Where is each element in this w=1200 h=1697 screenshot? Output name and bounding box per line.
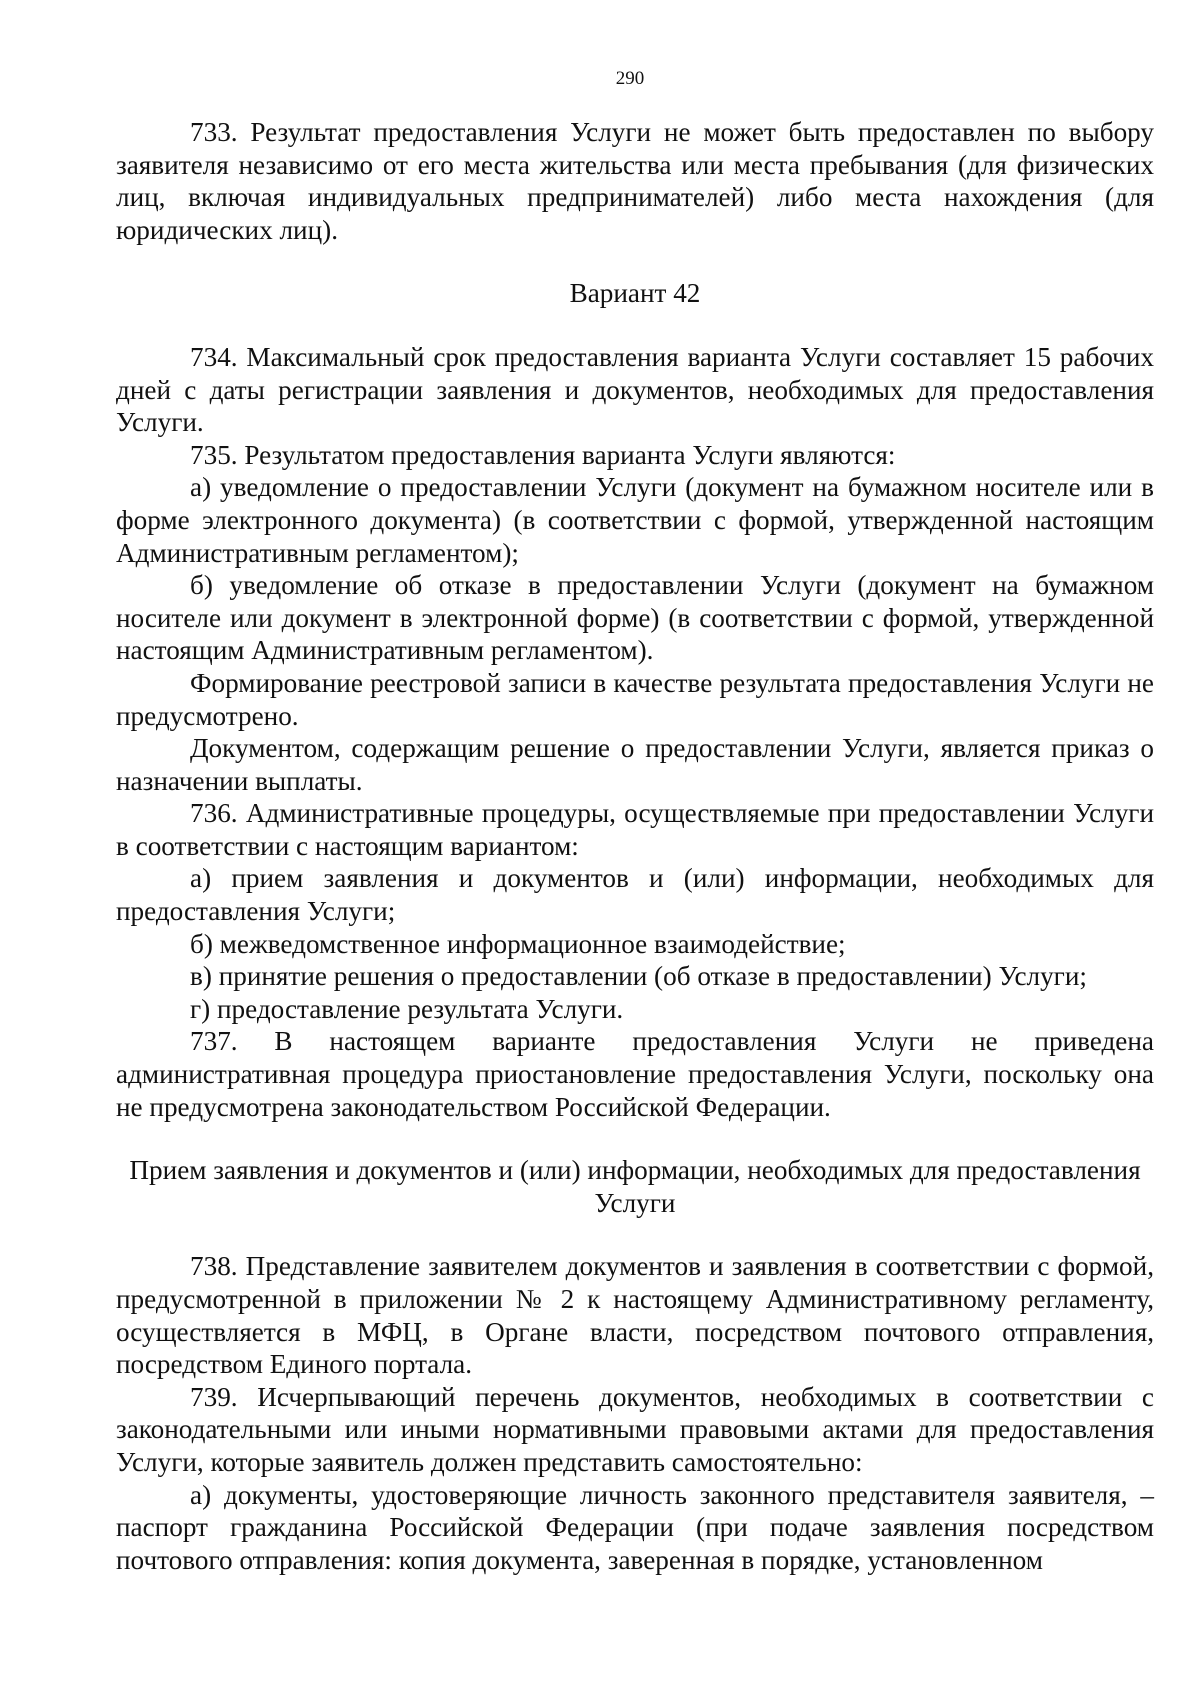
paragraph-733: 733. Результат предоставления Услуги не может быть предоставлен по выбору заявителя независимо от его места жительства или места пребывания (для физических лиц, включая индивидуальных предпринимателей) либо места нахождения (для юридических лиц).	[116, 117, 1154, 245]
paragraph-decision-document: Документом, содержащим решение о предоставлении Услуги, является приказ о назначении выплаты.	[116, 733, 1154, 796]
section-heading-variant: Вариант 42	[569, 278, 701, 309]
list-item-736-b: б) межведомственное информационное взаимодействие;	[190, 928, 846, 959]
paragraph-739: 739. Исчерпывающий перечень документов, необходимых в соответствии с законодательными или иными нормативными правовыми актами для предоставления Услуги, которые заявитель должен представить самостоятельно:	[116, 1381, 1154, 1477]
list-item-736-a: а) прием заявления и документов и (или) информации, необходимых для предоставления Услуги;	[116, 863, 1154, 927]
section-heading-application: Прием заявления и документов и (или) информации, необходимых для предоставления Услуги	[129, 1155, 1141, 1218]
list-item-735-a: а) уведомление о предоставлении Услуги (документ на бумажном носителе или в форме электронного документа) (в соответствии с формой, утвержденной настоящим Административным регламентом);	[116, 472, 1154, 568]
list-item-736-d: г) предоставление результата Услуги.	[190, 993, 624, 1024]
paragraph-736: 736. Административные процедуры, осуществляемые при предоставлении Услуги в соответствии с настоящим вариантом:	[116, 798, 1154, 861]
paragraph-registry-record: Формирование реестровой записи в качестве результата предоставления Услуги не предусмотрено.	[116, 667, 1154, 731]
paragraph-738: 738. Представление заявителем документов и заявления в соответствии с формой, предусмотренной в приложении № 2 к настоящему Административному регламенту, осуществляется в МФЦ, в Органе власти, посредством почтового отправления, посредством Единого портала.	[116, 1251, 1154, 1380]
document-body	[116, 116, 1154, 1576]
list-item-735-b: б) уведомление об отказе в предоставлении Услуги (документ на бумажном носителе или документ в электронной форме) (в соответствии с формой, утвержденной настоящим Административным регламентом).	[116, 570, 1154, 666]
paragraph-737: 737. В настоящем варианте предоставления Услуги не приведена административная процедура приостановление предоставления Услуги, поскольку она не предусмотрена законодательством Российской Федерации.	[116, 1026, 1154, 1122]
list-item-739-a: а) документы, удостоверяющие личность законного представителя заявителя, – паспорт гражданина Российской Федерации (при подаче заявления посредством почтового отправления: копия документа, заверенная в порядке, установленном	[116, 1479, 1154, 1575]
paragraph-735: 735. Результатом предоставления варианта Услуги являются:	[190, 439, 896, 470]
page-number: 290	[615, 68, 645, 89]
paragraph-734: 734. Максимальный срок предоставления варианта Услуги составляет 15 рабочих дней с даты регистрации заявления и документов, необходимых для предоставления Услуги.	[116, 341, 1154, 438]
list-item-736-c: в) принятие решения о предоставлении (об отказе в предоставлении) Услуги;	[190, 961, 1087, 992]
